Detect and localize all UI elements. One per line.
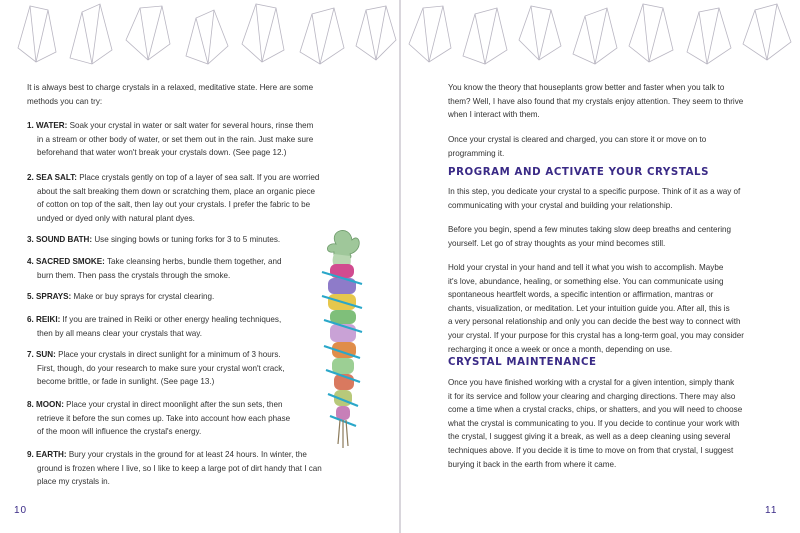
method-text: Use singing bowls or tuning forks for 3 to 5 minutes. (94, 235, 281, 244)
paragraph-houseplants (448, 81, 781, 122)
text-line: when I interact with them. (448, 110, 540, 120)
text-line: them? Well, I have also found that my crystals enjoy attention. They seem to thrive (448, 96, 744, 106)
method-text: ground is frozen where I live, so I like to keep a large pot of dirt handy that I can (37, 463, 322, 473)
text-line: Before you begin, spend a few minutes taking slow deep breaths and centering (448, 225, 732, 234)
method-text: If you are trained in Reiki or other energy healing techniques, (62, 315, 282, 324)
method-text: Take cleansing herbs, bundle them together, and (106, 257, 282, 266)
text-line: it's love, abundance, healing, or something else. You can communicate using (448, 276, 724, 286)
text-line: spontaneous heartfelt words, a specific intention or affirmation, mantras or (448, 290, 714, 300)
text-line: chants, visualization, or meditation. Let your intuition guide you. After all, this is (448, 303, 730, 313)
text-line: come a time when a crystal cracks, chips, or shatters, and you will need to choose (448, 405, 743, 415)
crystal-line-art-right (401, 0, 800, 68)
method-text: Make or buy sprays for crystal clearing. (73, 292, 215, 301)
text-line: You know the theory that houseplants grow better and faster when you talk to (448, 83, 725, 92)
text-line: In this step, you dedicate your crystal to a specific purpose. Think of it as a way of (448, 187, 741, 196)
right-page (401, 0, 800, 533)
heading-program-activate: PROGRAM AND ACTIVATE YOUR CRYSTALS (448, 167, 710, 178)
paragraph-stored (448, 133, 781, 160)
crystal-line-art-left (0, 0, 399, 68)
method-text: in a stream or other body of water, or set them out in the rain. Just make sure (37, 134, 314, 144)
method-text: Bury your crystals in the ground for at least 24 hours. In winter, the (68, 450, 307, 459)
intro-line: It is always best to charge crystals in a relaxed, meditative state. Here are some (27, 83, 314, 92)
method-term: MOON: (36, 400, 64, 409)
text-line: burying it back in the earth from where it came. (448, 459, 617, 469)
method-term: SACRED SMOKE: (36, 257, 105, 266)
method-number: 9. (27, 450, 34, 459)
method-text: then by all means clear your crystals that way. (37, 328, 202, 338)
method-term: SEA SALT: (36, 173, 77, 182)
method-text: become brittle, or fade in sunlight. (See page 13.) (37, 377, 215, 387)
text-line: what the crystal is communicating to you. If you decide to continue your work with (448, 418, 740, 428)
method-number: 5. (27, 292, 34, 301)
method-term: SPRAYS: (36, 292, 72, 301)
method-term: WATER: (36, 121, 68, 130)
method-text: Place your crystal in direct moonlight after the sun sets, then (66, 400, 283, 409)
intro-paragraph (27, 81, 379, 108)
method-number: 3. (27, 235, 34, 244)
text-line: techniques above. If you decide it is time to move on from that crystal, I suggest (448, 445, 734, 455)
paragraph-hold-crystal (448, 261, 781, 356)
heading-crystal-maintenance: CRYSTAL MAINTENANCE (448, 357, 597, 368)
method-number: 4. (27, 257, 34, 266)
method-number: 7. (27, 350, 34, 359)
text-line: it for its service and follow your clearing and charging directions. There may also (448, 391, 736, 401)
method-number: 8. (27, 400, 34, 409)
method-text: First, though, do your research to make sure your crystal won't crack, (37, 363, 285, 373)
left-page (0, 0, 399, 533)
paragraph-before-begin (448, 223, 781, 250)
method-number: 2. (27, 173, 34, 182)
method-text: retrieve it before the sun comes up. Take into account how each phase (37, 413, 291, 423)
method-term: REIKI: (36, 315, 61, 324)
method-term: SOUND BATH: (36, 235, 93, 244)
method-number: 1. (27, 121, 34, 130)
method-text: of the moon will influence the crystal's energy. (37, 427, 202, 437)
method-text: about the salt breaking them down or scratching them, place an organic piece (37, 186, 316, 196)
method-text: place my crystals in. (37, 477, 110, 487)
page-number-right: 11 (765, 505, 778, 516)
method-text: Place crystals gently on top of a layer of sea salt. If you are worried (79, 173, 320, 182)
text-line: Once you have finished working with a crystal for a given intention, simply thank (448, 378, 735, 387)
text-line: communicating with your crystal and building your relationship. (448, 200, 673, 210)
method-text: beforehand that water won't break your crystals down. (See page 12.) (37, 148, 287, 158)
text-line: your crystal. If your purpose for this crystal has a long-term goal, you may consider (448, 330, 744, 340)
method-water (27, 119, 379, 160)
method-sea-salt (27, 171, 379, 225)
paragraph-dedicate (448, 185, 781, 212)
method-term: SUN: (36, 350, 56, 359)
method-term: EARTH: (36, 450, 67, 459)
intro-line: methods you can try: (27, 96, 103, 106)
method-text: burn them. Then pass the crystals through the smoke. (37, 270, 231, 280)
method-text: Place your crystals in direct sunlight for a minimum of 3 hours. (58, 350, 281, 359)
sage-bundle-illustration (316, 224, 368, 454)
method-text: undyed or dyed only with natural plant dyes. (37, 213, 195, 223)
method-text: Soak your crystal in water or salt water for several hours, rinse them (69, 121, 314, 130)
text-line: Hold your crystal in your hand and tell it what you wish to accomplish. Maybe (448, 263, 724, 272)
text-line: yourself. Let go of stray thoughts as your mind becomes still. (448, 238, 666, 248)
method-text: of cotton on top of the salt, then lay out your crystals. I prefer the fabric to be (37, 200, 311, 210)
method-earth (27, 448, 379, 489)
page-number-left: 10 (14, 505, 28, 516)
text-line: recharging it once a week or once a month, depending on use. (448, 344, 673, 354)
text-line: the crystal, I suggest giving it a break, as well as a deep cleaning using several (448, 432, 731, 442)
paragraph-maintenance (448, 376, 781, 471)
method-number: 6. (27, 315, 34, 324)
text-line: Once your crystal is cleared and charged, you can store it or move on to (448, 135, 707, 144)
text-line: programming it. (448, 148, 505, 158)
text-line: a very personal relationship and only you can decide the best way to connect with (448, 317, 741, 327)
